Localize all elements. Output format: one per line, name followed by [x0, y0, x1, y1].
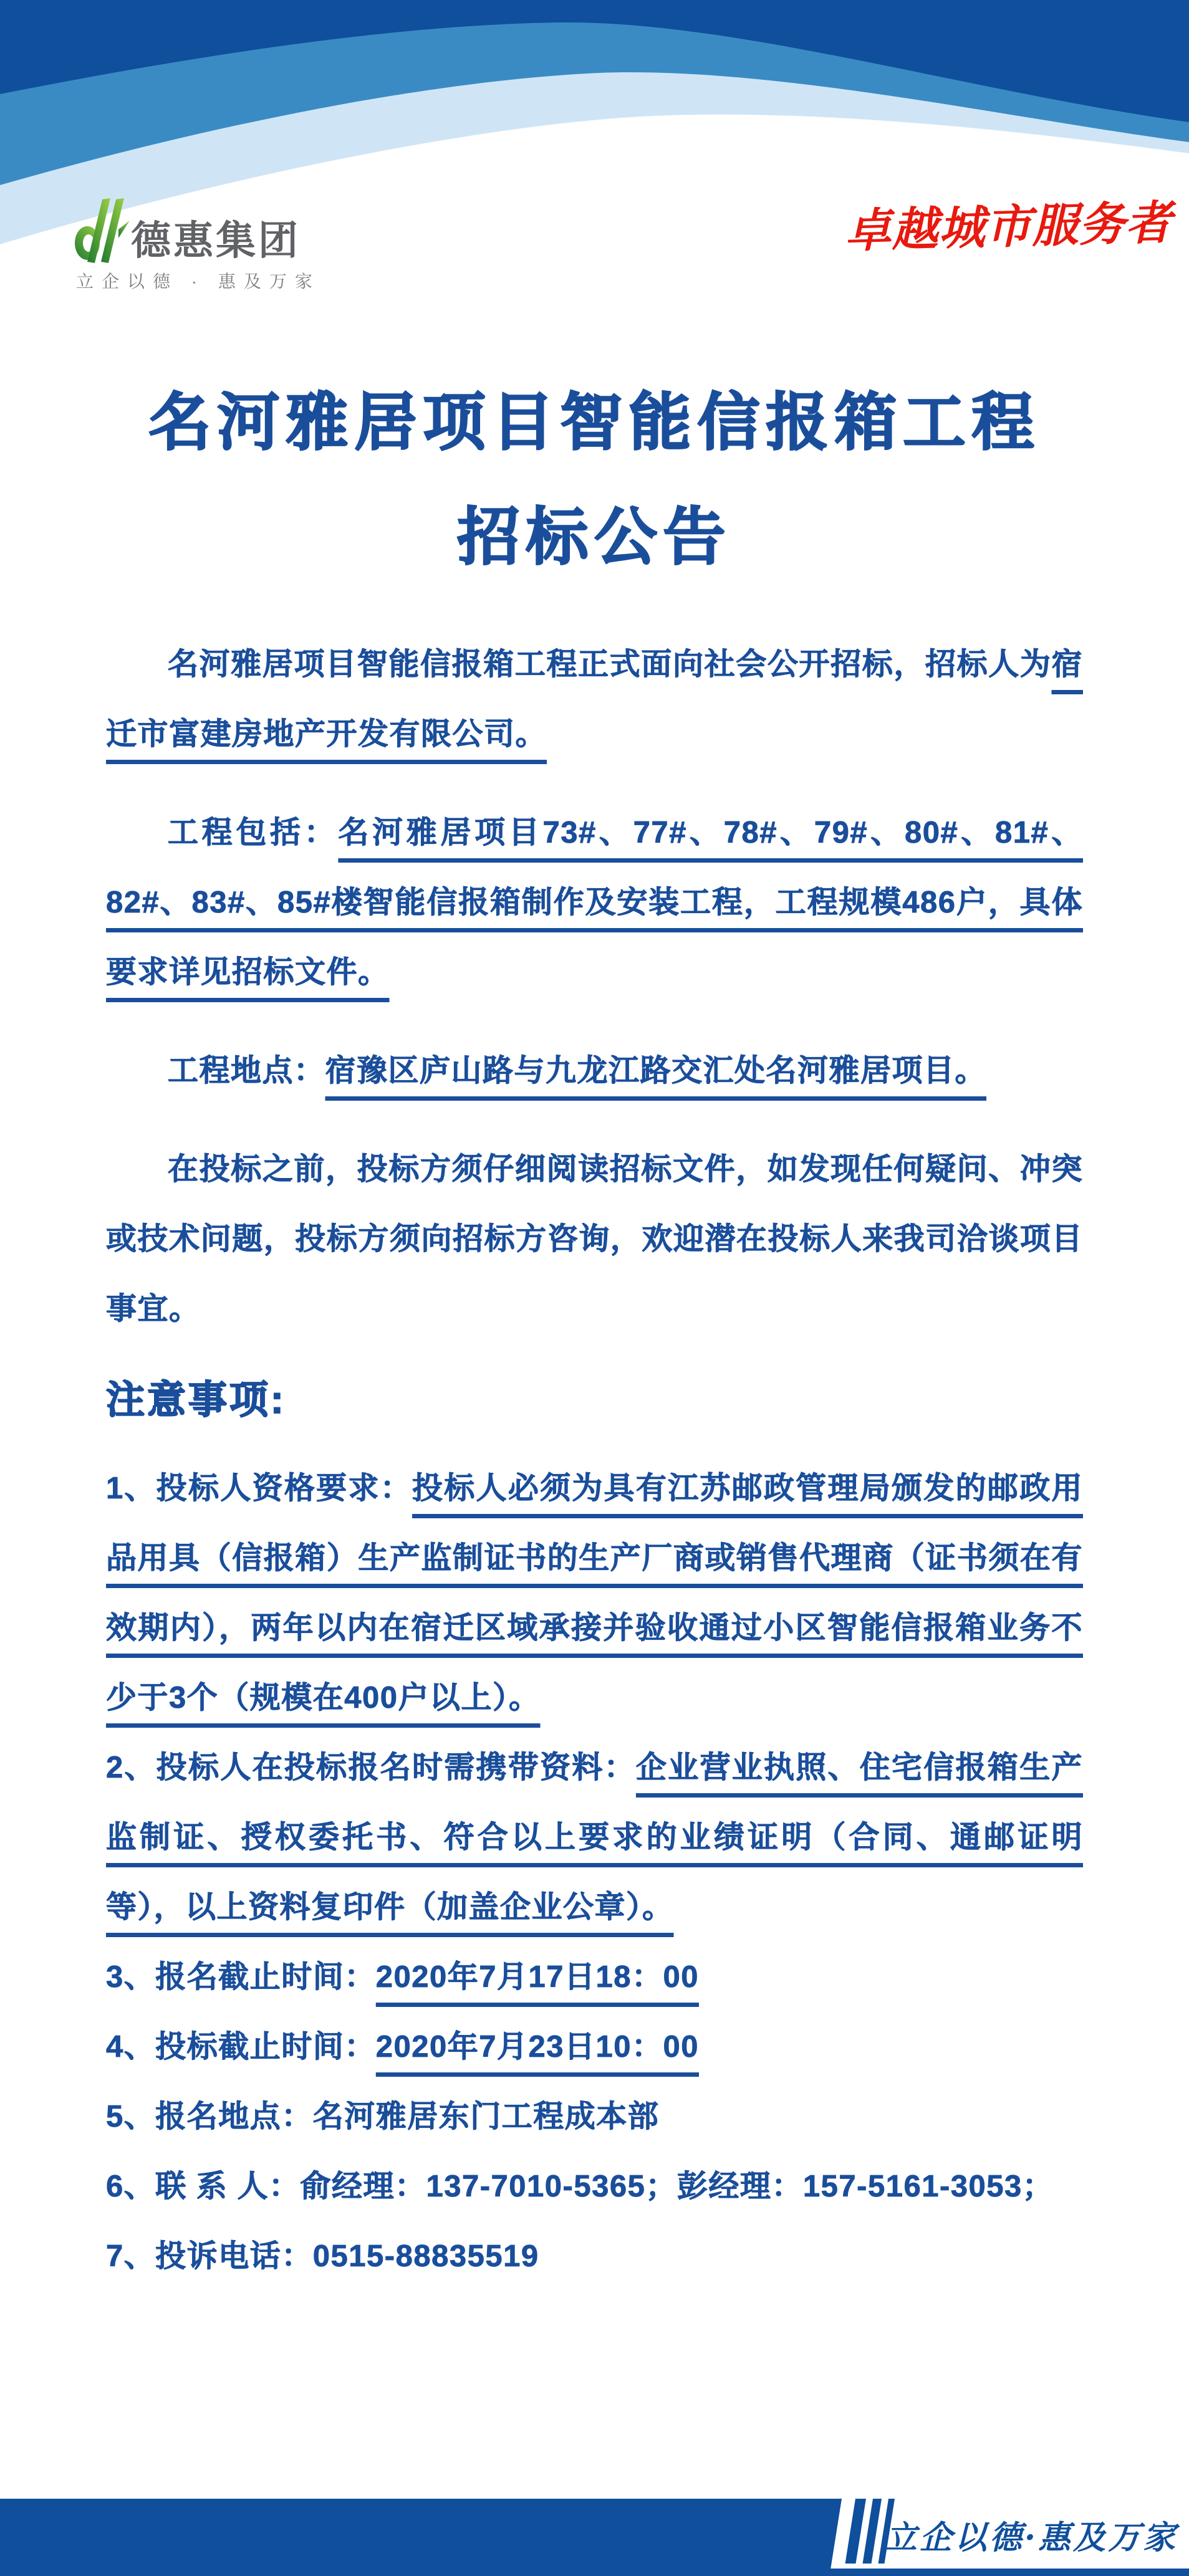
paragraph-scope — [106, 798, 1083, 1007]
notice-item-6-lead: 6、联 系 人：俞经理：137-7010-5365；彭经理：157-5161-3053； — [106, 2170, 1054, 2203]
paragraph-instructions-text: 在投标之前，投标方须仔细阅读招标文件，如发现任何疑问、冲突或技术问题，投标方须向招标方咨询，欢迎潜在投标人来我司洽谈项目事宜。 — [106, 1152, 1083, 1326]
footer-stripe-icon — [863, 2499, 882, 2564]
footer-slogan: 立企以德·惠及万家 — [884, 2519, 1178, 2557]
paragraph-scope-text: 工程包括： — [168, 816, 339, 850]
notice-item-5-lead: 5、报名地点：名河雅居东门工程成本部 — [106, 2100, 660, 2133]
logo-leaf-flick — [118, 221, 130, 238]
notice-item-1 — [106, 1453, 1083, 1733]
paragraph-tenderer-underlined: 宿迁市富建房地产开发有限公司。 — [106, 648, 1083, 751]
notice-item-2-lead: 2、投标人在投标报名时需携带资料： — [106, 1751, 636, 1784]
paragraph-location — [106, 1036, 1083, 1106]
notice-item-1-underlined: 投标人必须为具有江苏邮政管理局颁发的邮政用品用具（信报箱）生产监制证书的生产厂商或销售代理商（证书须在有效期内），两年以内在宿迁区域承接并验收通过小区智能信报箱业务不少于3个（规模在400户以上）。 — [106, 1472, 1083, 1715]
notice-item-3 — [106, 1942, 1083, 2012]
paragraph-location-underlined: 宿豫区庐山路与九龙江路交汇处名河雅居项目。 — [325, 1054, 987, 1088]
notice-item-3-underlined: 2020年7月17日18：00 — [375, 1960, 700, 1994]
company-logo-name: 德惠集团 — [131, 218, 301, 263]
announcement-body — [106, 630, 1083, 2291]
notice-item-7-lead: 7、投诉电话：0515-88835519 — [106, 2239, 539, 2273]
paragraph-location-text: 工程地点： — [168, 1054, 325, 1088]
footer-stripe-icon — [845, 2499, 866, 2564]
paragraph-instructions — [106, 1134, 1083, 1344]
footer — [0, 2499, 1189, 2576]
notice-item-2 — [106, 1733, 1083, 1942]
notice-item-3-lead: 3、报名截止时间： — [106, 1960, 376, 1994]
company-logo-tagline: 立企以德 · 惠及万家 — [76, 272, 320, 291]
notice-item-4-lead: 4、投标截止时间： — [106, 2030, 376, 2064]
content-column — [106, 365, 1083, 2291]
notice-item-2-underlined: 企业营业执照、住宅信报箱生产监制证、授权委托书、符合以上要求的业绩证明（合同、通邮证明等），以上资料复印件（加盖企业公章）。 — [106, 1751, 1083, 1924]
page-title-line2: 招标公告 — [457, 502, 732, 572]
bottom-edge-strip — [0, 2569, 1189, 2576]
notice-item-4 — [106, 2012, 1083, 2082]
red-calligraphy-slogan: 卓越城市服务者 — [844, 196, 1173, 259]
notice-item-7 — [106, 2221, 1083, 2291]
notice-item-4-underlined: 2020年7月23日10：00 — [375, 2030, 700, 2064]
notice-item-6 — [106, 2152, 1083, 2221]
notice-item-5 — [106, 2082, 1083, 2152]
paragraph-tenderer-text: 名河雅居项目智能信报箱工程正式面向社会公开招标，招标人为 — [168, 648, 1052, 681]
page-title-line1: 名河雅居项目智能信报箱工程 — [148, 388, 1041, 457]
paragraph-scope-underlined: 名河雅居项目73#、77#、78#、79#、80#、81#、82#、83#、85#楼智能信报箱制作及安装工程，工程规模486户，具体要求详见招标文件。 — [106, 816, 1083, 989]
footer-band — [0, 2499, 842, 2571]
company-logo-icon — [75, 198, 131, 263]
paragraph-tenderer — [106, 630, 1083, 769]
notice-heading: 注意事项: — [106, 1379, 286, 1422]
notice-item-1-lead: 1、投标人资格要求： — [106, 1472, 412, 1505]
